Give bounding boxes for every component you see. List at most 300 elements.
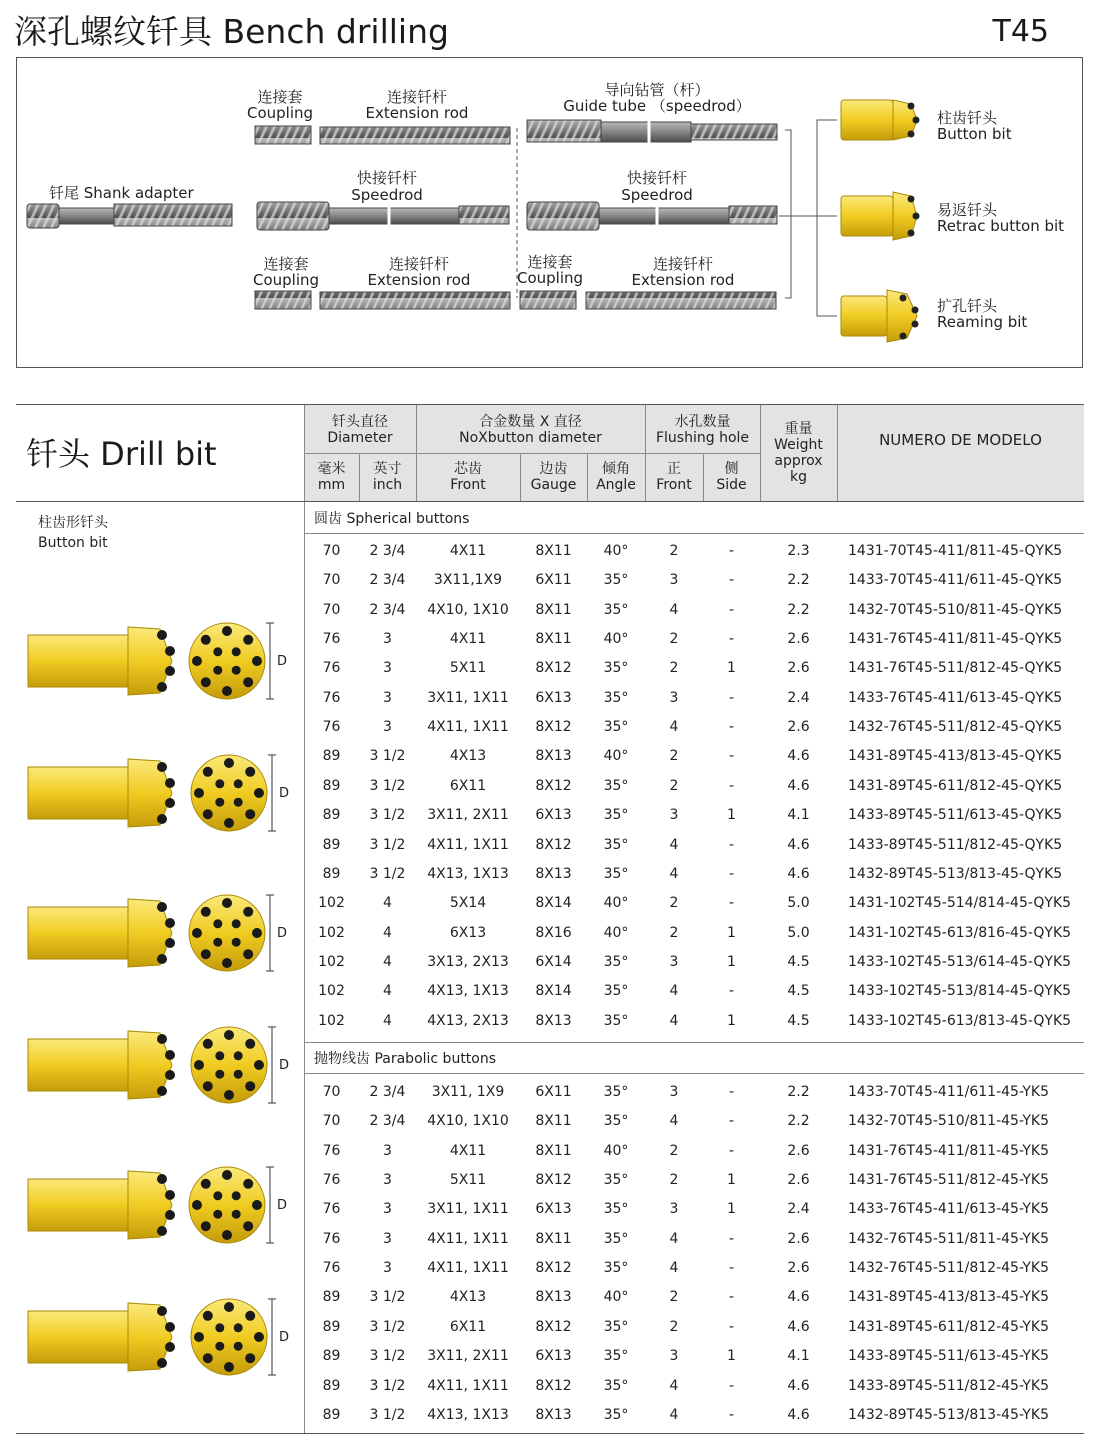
table-cell: 3 [383,1142,392,1159]
table-cell: 1432-76T45-511/812-45-YK5 [848,1260,1049,1277]
table-cell: 3 [383,1230,392,1247]
table-cell: 8X12 [535,1318,572,1335]
top-coupling-shape [255,126,311,144]
dimension-d-label: D [279,786,290,801]
table-cell: 4X11 [449,543,487,559]
table-row [304,772,1084,801]
table-row [304,801,1084,830]
table-cell: 4X11, 1X11 [427,1230,509,1247]
table-cell: 2 [669,1142,679,1159]
top-rod-en: Extension rod [365,104,469,122]
table-row [304,1401,1084,1430]
table-cell: 1 [727,1012,736,1029]
table-row [304,1342,1084,1371]
table-cell: 1431-76T45-511/812-45-YK5 [848,1172,1049,1189]
table-cell: 4 [669,1113,679,1130]
table-cell: 89 [322,777,341,794]
table-cell: 6X11 [449,1318,487,1335]
header-front: 芯齿 Front [450,461,486,493]
table-cell: 2 [669,660,679,677]
table-cell: 2 3/4 [369,572,406,589]
table-cell: 35° [603,807,629,824]
table-cell: - [728,1406,735,1423]
table-cell: - [728,719,735,736]
table-row [304,1225,1084,1254]
table-cell: 102 [318,895,345,912]
table-row [304,1078,1084,1107]
table-cell: - [728,572,735,589]
table-cell: 4X11, 1X11 [427,1377,509,1394]
bottom-rod-2-cn: 连接钎杆 [652,255,713,273]
table-cell: 3 [669,807,679,824]
table-cell: 40° [603,631,629,648]
table-cell: 1433-102T45-513/814-45-QYK5 [848,983,1072,1000]
speedrod-2-en: Speedrod [621,186,693,204]
table-cell: 3X11, 1X11 [427,689,509,706]
table-cell: 70 [322,601,341,618]
table-cell: 35° [603,865,629,882]
table-cell: 5X11 [449,660,487,677]
header-weight: 重量 Weight approx kg [774,421,823,485]
table-cell: 4 [669,836,679,853]
table-cell: 35° [603,601,629,618]
table-cell: 3 [669,1201,679,1218]
table-cell: 2.6 [787,719,810,736]
table-cell: - [728,1113,735,1130]
table-cell: 2 [669,1289,679,1306]
table-cell: - [728,1377,735,1394]
table-cell: 8X16 [535,924,572,941]
header-angle: 倾角 Angle [596,461,636,493]
table-cell: 35° [603,983,629,1000]
table-cell: 1432-76T45-511/811-45-YK5 [848,1230,1049,1247]
table-title: 钎头 Drill bit [26,435,217,473]
table-cell: 102 [318,1012,345,1029]
table-cell: 2.2 [787,572,810,589]
button-bit-en: Button bit [937,125,1012,143]
bottom-rod-1-en: Extension rod [367,271,471,289]
table-cell: 6X13 [449,924,487,941]
speedrod-2-shape [527,202,777,230]
table-cell: 8X11 [535,543,572,559]
table-cell: 3 1/2 [369,1289,406,1306]
table-cell: - [728,983,735,1000]
table-cell: 4 [383,983,392,1000]
table-cell: 8X11 [535,1230,572,1247]
table-cell: 2 3/4 [369,1113,406,1130]
table-cell: 8X13 [535,865,572,882]
table-cell: 1431-89T45-611/812-45-YK5 [848,1318,1049,1335]
table-cell: 1 [727,1201,736,1218]
bottom-coupling-1-cn: 连接套 [263,255,309,273]
table-cell: 1431-102T45-514/814-45-QYK5 [848,895,1072,912]
table-cell: 6X13 [535,1348,572,1365]
table-cell: 1433-102T45-513/614-45-QYK5 [848,953,1072,970]
table-cell: 2 [669,748,679,765]
table-cell: 4 [383,1012,392,1029]
table-cell: 4X13, 1X13 [427,983,509,1000]
table-cell: 76 [322,1260,341,1277]
table-cell: 3 1/2 [369,1377,406,1394]
table-cell: 3 [383,1260,392,1277]
table-cell: 76 [322,689,341,706]
drill-bit-image [22,885,302,985]
table-cell: 1432-70T45-510/811-45-YK5 [848,1113,1049,1130]
table-cell: 4 [669,865,679,882]
table-cell: 8X13 [535,1012,572,1029]
guide-tube-shape [527,118,777,148]
table-cell: 1433-89T45-511/613-45-YK5 [848,1348,1049,1365]
table-row [304,713,1084,742]
table-cell: 4 [383,953,392,970]
dimension-d-label: D [277,654,288,669]
table-cell: 4.6 [787,865,810,882]
table-cell: 2.4 [787,689,810,706]
table-cell: 1 [727,807,736,824]
table-cell: 2.6 [787,660,810,677]
table-cell: 4.6 [787,1377,810,1394]
table-cell: 1433-102T45-613/813-45-QYK5 [848,1012,1072,1029]
table-cell: 2 [669,543,679,559]
header-model: NUMERO DE MODELO [879,431,1042,449]
table-cell: 1431-76T45-511/812-45-QYK5 [848,660,1063,677]
table-cell: 76 [322,1201,341,1218]
dimension-d-label: D [277,926,288,941]
table-cell: 89 [322,836,341,853]
header-gauge: 边齿 Gauge [530,461,577,493]
table-cell: 2.6 [787,1230,810,1247]
table-cell: 89 [322,1348,341,1365]
diagram-drawing [17,58,1084,369]
table-cell: 8X11 [535,631,572,648]
table-cell: 3 [383,689,392,706]
drill-bit-image [22,1017,302,1117]
table-cell: 40° [603,1289,629,1306]
table-cell: 3 1/2 [369,1348,406,1365]
table-cell: 1433-76T45-411/613-45-QYK5 [848,689,1063,706]
table-cell: 4.6 [787,836,810,853]
drill-bit-image [22,745,302,845]
table-cell: 4X11, 1X11 [427,719,509,736]
table-cell: 1431-89T45-413/813-45-YK5 [848,1289,1049,1306]
drill-bit-image [22,1289,302,1389]
table-cell: 8X12 [535,1172,572,1189]
header-flushing: 水孔数量 Flushing hole [655,414,750,446]
retrac-bit-shape [841,192,920,240]
table-cell: 35° [603,572,629,589]
table-cell: - [728,1318,735,1335]
table-cell: 2 3/4 [369,543,406,559]
table-cell: 89 [322,748,341,765]
table-cell: 3 [383,660,392,677]
shank-adapter-label: 钎尾 Shank adapter [49,184,194,202]
table-cell: 3 [383,631,392,648]
table-cell: 3X11, 1X9 [431,1084,505,1100]
table-cell: 3 [669,689,679,706]
reaming-bit-en: Reaming bit [937,313,1028,331]
table-cell: 35° [603,1377,629,1394]
table-cell: - [728,1260,735,1277]
table-cell: 4X13, 1X13 [427,1406,509,1423]
bottom-coupling-2-cn: 连接套 [527,253,573,271]
page-title: 深孔螺纹钎具 Bench drilling [14,12,449,51]
table-cell: 2 [669,777,679,794]
table-cell: 2 [669,895,679,912]
table-cell: 2.3 [787,543,810,559]
table-cell: 3X11, 2X11 [427,1348,509,1365]
table-cell: 1432-89T45-513/813-45-YK5 [848,1406,1049,1423]
table-row [304,831,1084,860]
table-row [304,948,1084,977]
table-cell: 8X11 [535,601,572,618]
guide-tube-en: Guide tube （speedrod） [563,97,751,115]
table-cell: 4X10, 1X10 [427,1113,509,1130]
table-cell: 1431-102T45-613/816-45-QYK5 [848,924,1072,941]
table-row [304,537,1084,566]
drill-string-diagram [16,57,1083,368]
table-cell: - [728,748,735,765]
table-cell: 76 [322,660,341,677]
table-cell: 1 [727,953,736,970]
table-row [304,1195,1084,1224]
table-row [304,1313,1084,1342]
table-cell: 4 [669,983,679,1000]
table-row [304,860,1084,889]
button-bit-cn: 柱齿钎头 [937,109,998,127]
table-cell: 89 [322,1377,341,1394]
table-cell: 70 [322,1084,341,1100]
header-inch: 英寸 inch [372,461,403,493]
table-cell: 35° [603,777,629,794]
table-cell: 6X11 [535,1084,572,1100]
table-cell: 102 [318,953,345,970]
table-cell: 8X12 [535,1377,572,1394]
table-cell: 3 [669,1084,679,1100]
table-cell: 35° [603,1406,629,1423]
table-cell: 35° [603,1084,629,1100]
bottom-rod-2-en: Extension rod [631,271,735,289]
table-cell: 3X11, 1X11 [427,1201,509,1218]
table-cell: - [728,777,735,794]
table-cell: 40° [603,895,629,912]
table-cell: 6X13 [535,807,572,824]
table-cell: 3 1/2 [369,836,406,853]
table-cell: 1433-89T45-511/613-45-QYK5 [848,807,1063,824]
table-cell: - [728,1289,735,1306]
table-cell: 2 [669,924,679,941]
bottom-coupling-2-en: Coupling [516,269,584,287]
table-cell: - [728,836,735,853]
table-cell: - [728,1230,735,1247]
table-cell: 40° [603,1142,629,1159]
table-cell: 1433-76T45-411/613-45-YK5 [848,1201,1049,1218]
table-row [304,1137,1084,1166]
table-cell: 2 3/4 [369,601,406,618]
speedrod-1-cn: 快接钎杆 [356,169,417,187]
table-cell: 35° [603,1348,629,1365]
table-cell: 35° [603,719,629,736]
table-row [304,1283,1084,1312]
table-cell: 2.4 [787,1201,810,1218]
header-flush-side: 侧 Side [716,461,747,493]
thread-code: T45 [992,14,1049,49]
table-cell: 1433-70T45-411/611-45-YK5 [848,1084,1049,1100]
section-spherical: 圆齿 Spherical buttons [314,511,470,527]
table-cell: 35° [603,1230,629,1247]
table-cell: 5.0 [787,895,810,912]
table-cell: 76 [322,1142,341,1159]
table-cell: 4X13 [449,1289,487,1306]
table-cell: 35° [603,1201,629,1218]
table-cell: 3 [669,1348,679,1365]
table-cell: 4X13 [449,748,487,765]
table-cell: 8X14 [535,983,572,1000]
table-cell: 89 [322,1318,341,1335]
table-cell: 4 [669,601,679,618]
table-cell: 8X11 [535,1142,572,1159]
header-mm: 毫米 mm [317,461,346,493]
table-cell: 2.6 [787,1172,810,1189]
table-cell: 40° [603,748,629,765]
table-cell: 3X11,1X9 [433,572,503,589]
table-cell: 4.6 [787,1406,810,1423]
table-cell: 1 [727,1172,736,1189]
table-cell: 4 [669,1012,679,1029]
table-cell: - [728,865,735,882]
table-cell: 5X11 [449,1172,487,1189]
table-cell: 35° [603,953,629,970]
table-cell: - [728,689,735,706]
table-cell: 1 [727,1348,736,1365]
table-cell: 3X13, 2X13 [427,953,509,970]
table-cell: 4 [669,1406,679,1423]
table-cell: 102 [318,924,345,941]
table-cell: 4.1 [787,807,810,824]
table-cell: 4X11 [449,1142,487,1159]
table-row [304,566,1084,595]
dimension-d-label: D [279,1330,290,1345]
table-cell: 70 [322,572,341,589]
table-cell: 3 1/2 [369,1406,406,1423]
table-cell: 35° [603,836,629,853]
table-cell: 3X11, 2X11 [427,807,509,824]
retrac-bit-en: Retrac button bit [937,217,1065,235]
table-cell: 4.6 [787,748,810,765]
table-cell: 4X13, 2X13 [427,1012,509,1029]
table-cell: 8X13 [535,1289,572,1306]
table-cell: 8X14 [535,895,572,912]
table-cell: 2 [669,1172,679,1189]
top-coupling-en: Coupling [246,104,314,122]
table-cell: - [728,895,735,912]
table-cell: 8X12 [535,660,572,677]
table-cell: 2.6 [787,1142,810,1159]
table-cell: 4 [383,924,392,941]
table-cell: 35° [603,1318,629,1335]
table-row [304,1166,1084,1195]
bottom-coupling-1-shape [255,291,311,309]
table-cell: 35° [603,1113,629,1130]
table-cell: 6X11 [449,777,487,794]
bottom-rod-2-shape [586,292,776,309]
table-cell: 3 [383,719,392,736]
table-cell: 2 3/4 [369,1084,406,1100]
table-row [304,1254,1084,1283]
table-row [304,684,1084,713]
retrac-bit-cn: 易返钎头 [937,201,998,219]
table-cell: 2 [669,1318,679,1335]
table-cell: 4.5 [787,1012,810,1029]
table-cell: 4 [669,719,679,736]
table-cell: 4.6 [787,1289,810,1306]
table-cell: 1433-89T45-511/812-45-QYK5 [848,836,1063,853]
table-cell: 8X12 [535,1260,572,1277]
shank-adapter-shape [27,204,232,228]
table-cell: 70 [322,1113,341,1130]
top-coupling-cn: 连接套 [257,88,303,106]
table-row [304,1107,1084,1136]
table-cell: 4 [669,1260,679,1277]
table-cell: 76 [322,631,341,648]
table-cell: 5X14 [449,895,487,912]
table-row [304,596,1084,625]
speedrod-1-en: Speedrod [351,186,423,204]
table-cell: 3 [383,1201,392,1218]
table-cell: 6X14 [535,953,572,970]
table-cell: 89 [322,1406,341,1423]
table-cell: - [728,543,735,559]
table-cell: 4.6 [787,777,810,794]
table-cell: 8X11 [535,1113,572,1130]
table-cell: 76 [322,1172,341,1189]
table-cell: 35° [603,689,629,706]
table-cell: 1432-76T45-511/812-45-QYK5 [848,719,1063,736]
table-row [304,977,1084,1006]
table-cell: - [728,631,735,648]
table-cell: 70 [322,543,341,559]
table-row [304,654,1084,683]
table-cell: 6X13 [535,1201,572,1218]
speedrod-1-shape [257,202,509,230]
table-cell: 3 [669,953,679,970]
table-row [304,889,1084,918]
table-row [304,742,1084,771]
table-cell: 35° [603,1012,629,1029]
table-cell: - [728,1084,735,1100]
table-cell: 8X12 [535,719,572,736]
table-cell: 2.6 [787,631,810,648]
table-cell: 89 [322,1289,341,1306]
header-flush-front: 正 Front [656,461,692,493]
table-cell: 3 [669,572,679,589]
table-cell: 76 [322,1230,341,1247]
table-cell: 1431-89T45-413/813-45-QYK5 [848,748,1063,765]
table-cell: 8X13 [535,1406,572,1423]
table-cell: 2.6 [787,1260,810,1277]
header-diameter: 钎头直径 Diameter [327,414,393,446]
table-cell: 5.0 [787,924,810,941]
table-cell: 1433-89T45-511/812-45-YK5 [848,1377,1049,1394]
table-cell: 4X11, 1X11 [427,1260,509,1277]
drill-bit-image [22,1157,302,1257]
table-cell: 4X11 [449,631,487,648]
table-cell: 35° [603,660,629,677]
reaming-bit-cn: 扩孔钎头 [937,297,998,315]
table-cell: 4X11, 1X11 [427,836,509,853]
guide-tube-cn: 导向钻管（杆） [604,81,710,99]
table-cell: 3 1/2 [369,1318,406,1335]
table-cell: 2 [669,631,679,648]
